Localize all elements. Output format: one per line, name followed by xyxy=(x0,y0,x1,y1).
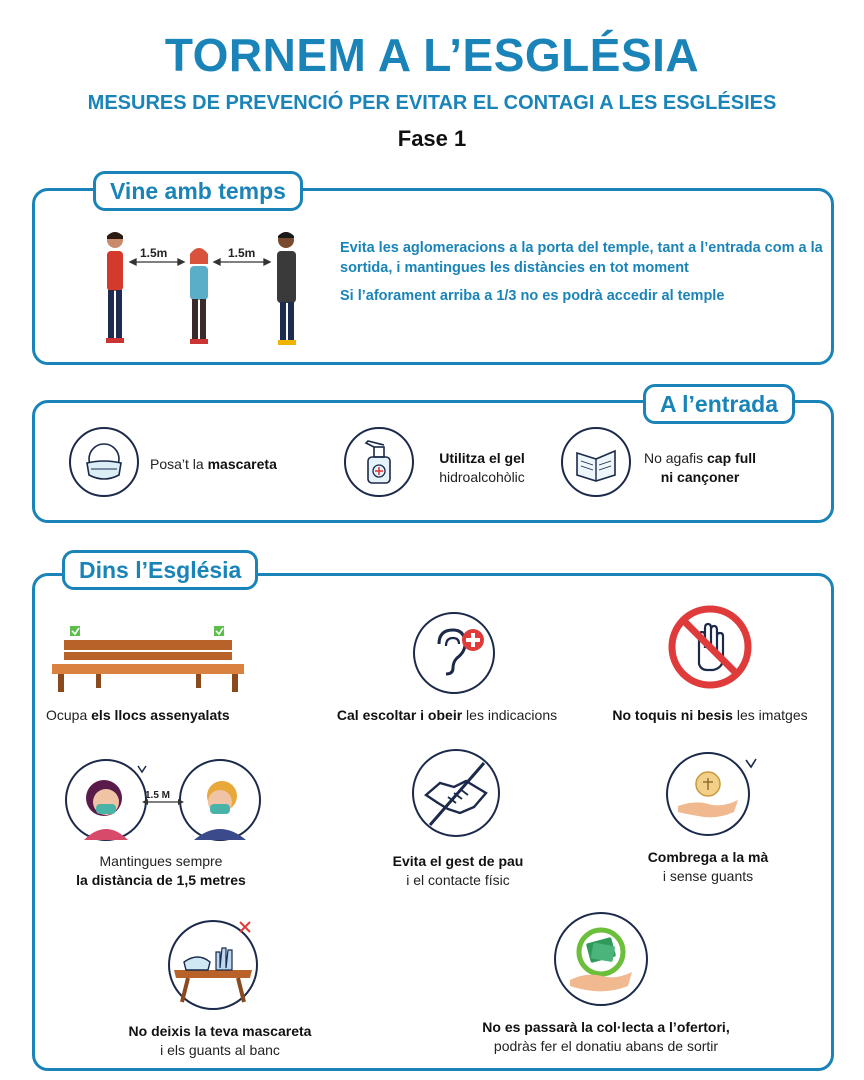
section-tag-a-lentrada: A l’entrada xyxy=(643,384,795,424)
page-subtitle: MESURES DE PREVENCIÓ PER EVITAR EL CONTAGI A LES ESGLÉSIES xyxy=(87,92,777,114)
bench-caption: Ocupa els llocs assenyalats xyxy=(46,707,230,723)
bench-icon xyxy=(50,624,246,694)
images-caption: No toquis ni besis les imatges xyxy=(612,707,808,723)
communion-caption: Combrega a la mà i sense guants xyxy=(647,849,769,884)
no-handshake-icon xyxy=(412,749,500,837)
distance-label: 1.5m xyxy=(140,246,168,260)
section-tag-dins-lesglesia: Dins l’Església xyxy=(62,550,258,590)
hymnal-caption: No agafis cap full ni cançoner xyxy=(643,450,757,485)
instructions-text: Evita les aglomeracions a la porta del temple, tant a l’entrada com a la sortida, i mantingues les distàncies en tot moment xyxy=(340,240,823,276)
phase-label: Fase 1 xyxy=(397,126,467,151)
section-tag-vine-amb-temps: Vine amb temps xyxy=(93,171,303,211)
collection-caption: No es passarà la col·lecta a l’ofertori, podràs fer el donatiu abans de sortir xyxy=(482,1019,730,1054)
listen-caption: Cal escoltar i obeir les indicacions xyxy=(336,707,558,723)
capacity-text: Si l’aforament arriba a 1/3 no es podrà accedir al temple xyxy=(340,288,725,304)
mask-icon xyxy=(69,427,139,497)
page-title: TORNEM A L’ESGLÉSIA xyxy=(164,29,700,81)
mask-gloves-caption: No deixis la teva mascareta i els guants al banc xyxy=(128,1023,312,1058)
people-distancing-illustration xyxy=(96,226,316,352)
mask-caption: Posa’t la mascareta xyxy=(150,456,277,472)
ear-icon xyxy=(413,612,495,694)
donation-icon xyxy=(554,912,648,1006)
hand-gel-icon xyxy=(344,427,414,497)
gel-caption: Utilitza el gel hidroalcohòlic xyxy=(439,450,525,485)
communion-icon xyxy=(666,752,750,836)
distance-illustration xyxy=(64,756,264,846)
check-icon xyxy=(744,756,758,770)
hymnal-icon xyxy=(561,427,631,497)
no-touch-icon xyxy=(665,602,755,692)
person-icon xyxy=(277,232,296,345)
distance-figure-label: 1.5 M xyxy=(145,790,171,801)
peace-caption: Evita el gest de pau i el contacte físic xyxy=(392,853,524,888)
person-icon xyxy=(190,248,208,344)
cross-icon xyxy=(238,920,252,934)
distance-label: 1.5m xyxy=(228,246,256,260)
person-icon xyxy=(106,232,124,343)
distance-caption: Mantingues sempre la distància de 1,5 metres xyxy=(76,853,246,888)
